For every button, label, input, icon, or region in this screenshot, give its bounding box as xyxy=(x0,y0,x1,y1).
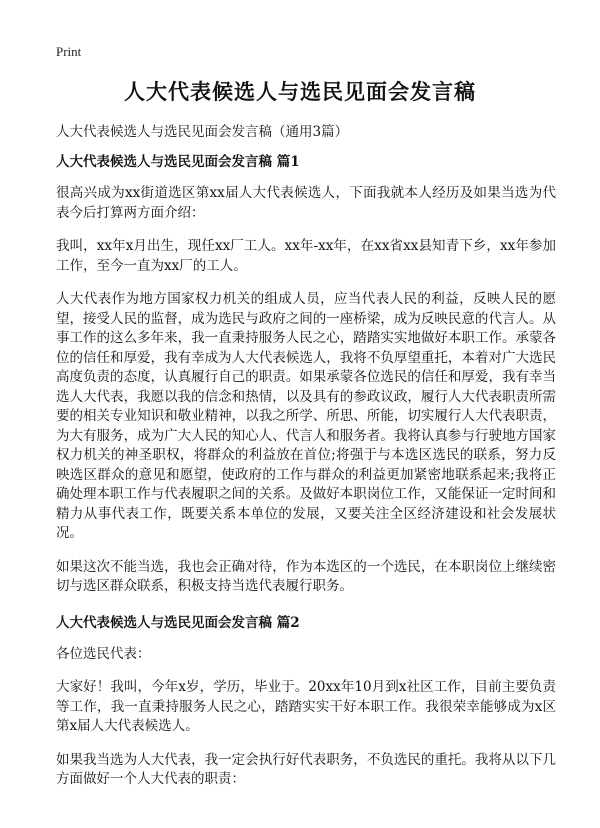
page-title: 人大代表候选人与选民见面会发言稿 xyxy=(124,79,476,104)
paragraph: 很高兴成为xx街道选区第xx届人大代表候选人，下面我就本人经历及如果当选为代表今后打算两方面介绍： xyxy=(56,185,556,221)
section-heading: 人大代表候选人与选民见面会发言稿 篇1 xyxy=(56,154,300,170)
paragraph: 如果我当选为人大代表，我一定会执行好代表职务，不负选民的重托。我将从以下几方面做好一个人大代表的职责： xyxy=(56,751,556,787)
paragraph: 我叫，xx年x月出生，现任xx厂工人。xx年-xx年，在xx省xx县知青下乡，xx年参加工作，至今一直为xx厂的工人。 xyxy=(56,238,556,274)
paragraph: 各位选民代表： xyxy=(56,645,151,662)
section-2 xyxy=(56,611,556,790)
print-link[interactable]: Print xyxy=(56,44,82,59)
section-heading: 人大代表候选人与选民见面会发言稿 篇2 xyxy=(56,614,300,631)
section-1 xyxy=(56,150,556,597)
document-body xyxy=(56,150,556,804)
paragraph: 人大代表作为地方国家权力机关的组成人员，应当代表人民的利益，反映人民的愿望，接受人民的监督，成为选民与政府之间的一座桥梁，成为反映民意的代言人。从事工作的这么多年来，我一直秉持服务人民之心，踏踏实实地做好本职工作。承蒙各位的信任和厚爱，我有幸成为人大代表候选人，我将不负厚望重托，本着对广大选民高度负责的态度，认真履行自己的职责。如果承蒙各位选民的信任和厚爱，我有幸当选人大代表，我愿以我的信念和热情，以及具有的参政议政，履行人大代表职责所需要的相关专业知识和敬业精神，以我之所学、所思、所能，切实履行人大代表职责，为大有服务，成为广大人民的知心人、代言人和服务者。我将认真参与行驶地方国家权力机关的神圣职权，将群众的利益放在首位;将强于与本选区选民的联系，努力反映选区群众的意见和愿望，使政府的工作与群众的利益更加紧密地联系起来;我将正确处理本职工作与代表履职之间的关系。及做好本职岗位工作，又能保证一定时间和精力从事代表工作，既要关系本单位的发展，又要关注全区经济建设和社会发展状况。 xyxy=(56,291,556,541)
paragraph: 如果这次不能当选，我也会正确对待，作为本选区的一个选民，在本职岗位上继续密切与选区群众联系，积极支持当选代表履行职务。 xyxy=(56,558,556,594)
document-subtitle: 人大代表候选人与选民见面会发言稿（通用3篇） xyxy=(56,124,349,140)
paragraph: 大家好！我叫，今年x岁，学历，毕业于。20xx年10月到x社区工作，目前主要负责等工作，我一直秉持服务人民之心，踏踏实实干好本职工作。我很荣幸能够成为x区第x届人大代表候选人。 xyxy=(56,679,556,734)
